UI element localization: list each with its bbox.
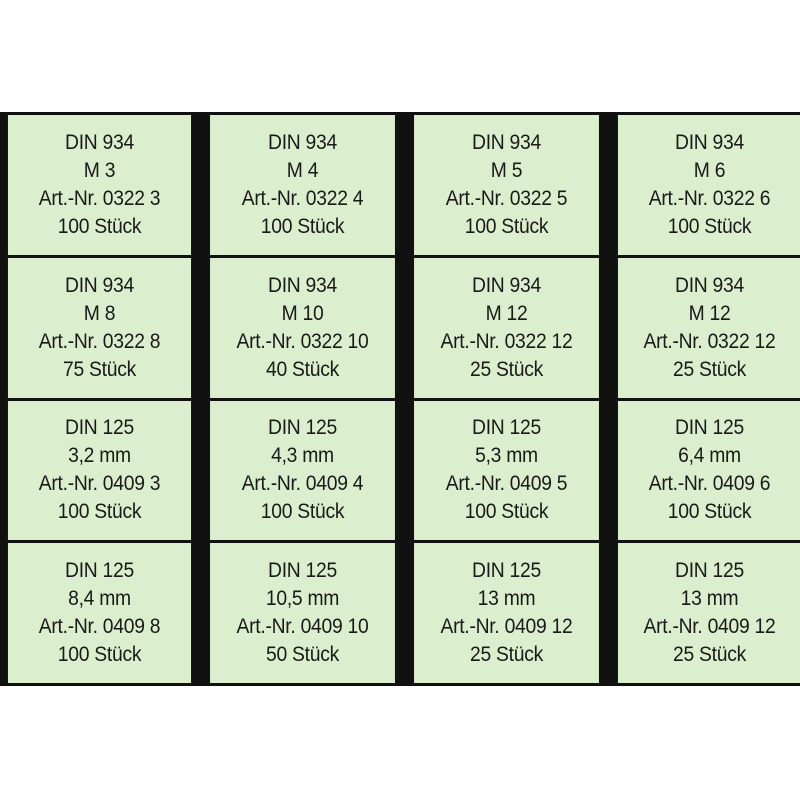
standard-label: DIN 934 [268, 130, 337, 154]
standard-label: DIN 125 [472, 416, 541, 440]
compartment-label [8, 115, 191, 255]
size-label: M 3 [83, 158, 116, 182]
compartment-label [210, 115, 395, 255]
quantity-label: 100 Stück [260, 500, 345, 524]
quantity-label: 25 Stück [470, 643, 543, 667]
size-label: 13 mm [680, 587, 739, 611]
article-number: Art.-Nr. 0322 8 [38, 329, 161, 353]
quantity-label: 75 Stück [63, 357, 136, 381]
article-number: Art.-Nr. 0322 4 [241, 186, 364, 210]
standard-label: DIN 934 [65, 273, 134, 297]
quantity-label: 100 Stück [57, 643, 142, 667]
article-number: Art.-Nr. 0322 6 [648, 186, 771, 210]
standard-label: DIN 934 [268, 273, 337, 297]
quantity-label: 100 Stück [260, 214, 345, 238]
article-number: Art.-Nr. 0322 12 [440, 329, 573, 353]
quantity-label: 25 Stück [673, 643, 746, 667]
size-label: 8,4 mm [68, 587, 131, 611]
compartment-label [210, 401, 395, 541]
article-number: Art.-Nr. 0409 12 [440, 615, 573, 639]
article-number: Art.-Nr. 0322 5 [445, 186, 568, 210]
article-number: Art.-Nr. 0322 10 [236, 329, 369, 353]
standard-label: DIN 934 [472, 130, 541, 154]
size-label: 3,2 mm [68, 444, 131, 468]
size-label: M 4 [286, 158, 319, 182]
compartment-label [210, 543, 395, 683]
compartment-label [414, 543, 599, 683]
article-number: Art.-Nr. 0409 6 [648, 472, 771, 496]
size-label: M 5 [490, 158, 523, 182]
compartment-label [210, 258, 395, 398]
article-number: Art.-Nr. 0322 3 [38, 186, 161, 210]
standard-label: DIN 125 [65, 416, 134, 440]
standard-label: DIN 125 [472, 559, 541, 583]
quantity-label: 100 Stück [464, 214, 549, 238]
quantity-label: 100 Stück [667, 214, 752, 238]
standard-label: DIN 125 [675, 559, 744, 583]
compartment-label [618, 401, 800, 541]
quantity-label: 25 Stück [470, 357, 543, 381]
article-number: Art.-Nr. 0409 8 [38, 615, 161, 639]
compartment-label [414, 258, 599, 398]
compartment-label [618, 115, 800, 255]
article-number: Art.-Nr. 0409 3 [38, 472, 161, 496]
size-label: 10,5 mm [265, 587, 340, 611]
standard-label: DIN 934 [472, 273, 541, 297]
standard-label: DIN 125 [65, 559, 134, 583]
size-label: 5,3 mm [475, 444, 538, 468]
size-label: M 6 [693, 158, 726, 182]
article-number: Art.-Nr. 0409 5 [445, 472, 568, 496]
quantity-label: 50 Stück [266, 643, 339, 667]
quantity-label: 100 Stück [464, 500, 549, 524]
quantity-label: 100 Stück [57, 214, 142, 238]
quantity-label: 40 Stück [266, 357, 339, 381]
standard-label: DIN 125 [675, 416, 744, 440]
size-label: 13 mm [477, 587, 536, 611]
quantity-label: 100 Stück [57, 500, 142, 524]
size-label: M 10 [281, 301, 324, 325]
standard-label: DIN 934 [675, 130, 744, 154]
article-number: Art.-Nr. 0322 12 [643, 329, 776, 353]
article-number: Art.-Nr. 0409 4 [241, 472, 364, 496]
article-number: Art.-Nr. 0409 10 [236, 615, 369, 639]
compartment-label [618, 258, 800, 398]
quantity-label: 25 Stück [673, 357, 746, 381]
size-label: 6,4 mm [678, 444, 741, 468]
compartment-label [8, 543, 191, 683]
standard-label: DIN 934 [675, 273, 744, 297]
standard-label: DIN 125 [268, 559, 337, 583]
standard-label: DIN 934 [65, 130, 134, 154]
standard-label: DIN 125 [268, 416, 337, 440]
compartment-label [414, 401, 599, 541]
assortment-grid [0, 112, 800, 686]
article-number: Art.-Nr. 0409 12 [643, 615, 776, 639]
size-label: M 8 [83, 301, 116, 325]
size-label: 4,3 mm [271, 444, 334, 468]
compartment-label [8, 258, 191, 398]
size-label: M 12 [485, 301, 528, 325]
compartment-label [618, 543, 800, 683]
quantity-label: 100 Stück [667, 500, 752, 524]
size-label: M 12 [688, 301, 731, 325]
compartment-label [8, 401, 191, 541]
compartment-label [414, 115, 599, 255]
